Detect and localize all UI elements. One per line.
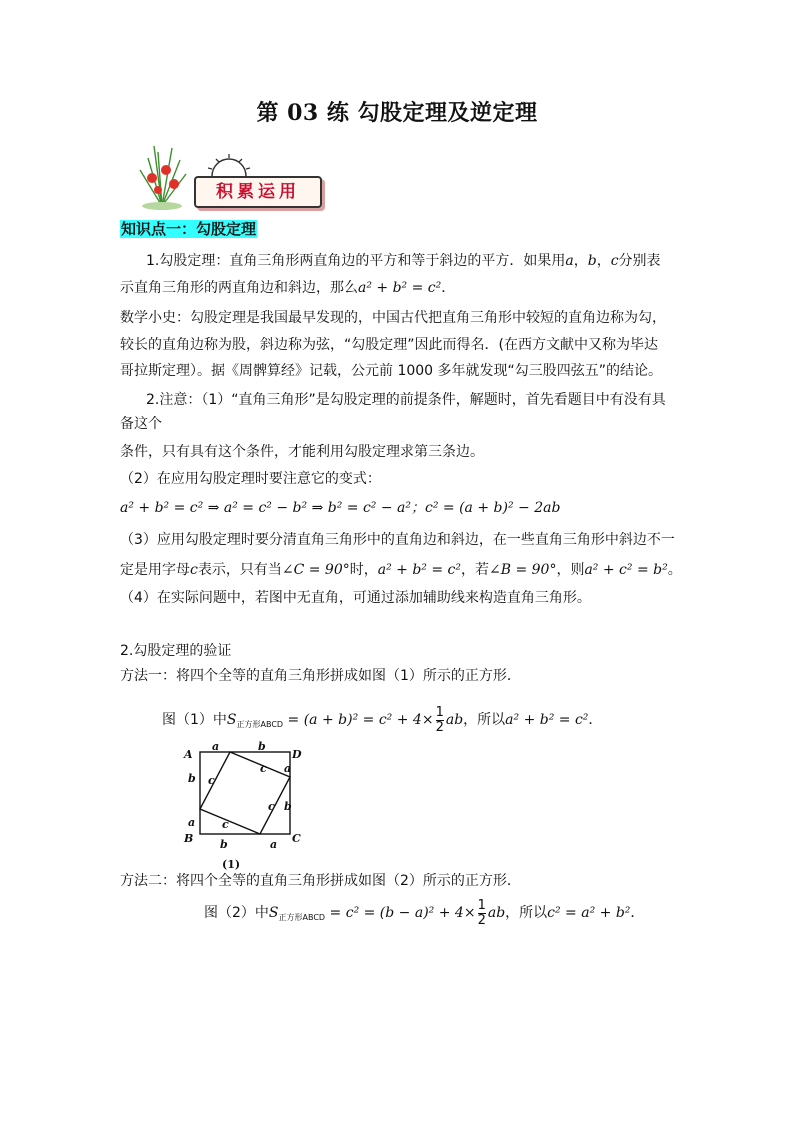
side-label-b: b <box>258 740 266 753</box>
pythagorean-formula: a² + b² = c² <box>358 280 442 296</box>
area-subscript: 正方形ABCD <box>236 720 284 729</box>
formula-lead: 图（1）中 <box>162 712 227 728</box>
side-label-c: c <box>222 818 229 831</box>
method2-formula <box>204 896 644 930</box>
flower-decoration-icon <box>128 140 200 210</box>
note-end: 。 <box>667 562 682 578</box>
p1-line2 <box>120 279 455 297</box>
vertex-c-label: C <box>292 832 301 845</box>
note-line6 <box>120 561 682 579</box>
p1-line1 <box>146 252 661 270</box>
p1-text: 示直角三角形的两直角边和斜边，那么 <box>120 280 358 296</box>
formula-conj: ，所以 <box>463 712 506 728</box>
p1-text: 分别表 <box>618 253 661 269</box>
side-label-a: a <box>188 816 196 829</box>
figure-1-square <box>180 742 300 858</box>
side-label-a: a <box>270 838 278 851</box>
note-line2: 备这个 <box>120 416 162 432</box>
note-text: 表示，只有当 <box>197 562 282 578</box>
badge-label: 积累运用 <box>216 182 300 202</box>
formula-result: c² = a² + b² <box>547 905 631 921</box>
side-label-c: c <box>260 762 267 775</box>
side-label-b: b <box>284 800 292 813</box>
area-symbol: S <box>268 905 279 921</box>
side-label-a: a <box>284 762 292 775</box>
section1-heading <box>120 220 257 239</box>
history-line2: 较长的直角边称为股，斜边称为弦，“勾股定理”因此而得名．(在西方文献中又称为毕达 <box>120 337 658 353</box>
note-text: ，若 <box>460 562 489 578</box>
sep: ， <box>573 253 588 269</box>
history-line1: 数学小史：勾股定理是我国最早发现的，中国古代把直角三角形中较短的直角边称为勾， <box>120 310 666 326</box>
note-line4: （2）在应用勾股定理时要注意它的变式： <box>120 471 381 487</box>
var-c: c <box>190 562 198 578</box>
fraction-denominator: 2 <box>477 912 486 928</box>
note-line3: 条件，只有具有这个条件，才能利用勾股定理求第三条边。 <box>120 444 484 460</box>
var-c: c <box>610 253 619 269</box>
formula-end: ． <box>630 905 645 921</box>
note-line1: 2.注意：（1）“直角三角形”是勾股定理的前提条件，解题时，首先看题目中有没有具 <box>146 392 666 408</box>
area-symbol: S <box>226 712 237 728</box>
page-title: 第 03 练 勾股定理及逆定理 <box>256 100 538 126</box>
p1-text: 1.勾股定理：直角三角形两直角边的平方和等于斜边的平方．如果用 <box>146 253 566 269</box>
side-label-b: b <box>220 838 228 851</box>
variant-formulas: a² + b² = c² ⇒ a² = c² − b² ⇒ b² = c² − a²；c² = (a + b)² − 2ab <box>120 500 561 516</box>
fraction-half <box>436 706 444 735</box>
method1-formula <box>162 703 602 737</box>
formula-part: ab <box>487 905 506 921</box>
formula-part: = (a + b)² = c² + 4× <box>283 712 434 728</box>
figure-1-caption: (1) <box>222 858 241 871</box>
side-label-c: c <box>268 800 275 813</box>
vertex-d-label: D <box>292 748 302 761</box>
formula: a² + b² = c² <box>377 562 461 578</box>
angle-c-formula: ∠C = 90° <box>281 562 350 578</box>
vertex-b-label: B <box>184 832 194 845</box>
method2-text: 方法二：将四个全等的直角三角形拼成如图（2）所示的正方形． <box>120 873 521 889</box>
fraction-half <box>478 899 486 928</box>
fraction-numerator: 1 <box>435 704 444 720</box>
formula-result: a² + b² = c² <box>505 712 589 728</box>
section-badge <box>194 176 322 208</box>
area-subscript: 正方形ABCD <box>278 913 326 922</box>
p1-end: ． <box>441 280 456 296</box>
formula-end: ． <box>588 712 603 728</box>
var-a: a <box>565 253 574 269</box>
note-text: 时， <box>349 562 378 578</box>
formula-conj: ，所以 <box>505 905 548 921</box>
formula: a² + c² = b² <box>584 562 668 578</box>
sun-icon <box>204 152 254 178</box>
side-label-a: a <box>212 740 220 753</box>
formula-part: = c² = (b − a)² + 4× <box>325 905 476 921</box>
fraction-numerator: 1 <box>477 897 486 913</box>
formula-part: ab <box>445 712 464 728</box>
fraction-denominator: 2 <box>435 719 444 735</box>
formula-lead: 图（2）中 <box>204 905 269 921</box>
side-label-c: c <box>208 774 215 787</box>
side-label-b: b <box>188 772 196 785</box>
note-line7: （4）在实际问题中，若图中无直角，可通过添加辅助线来构造直角三角形。 <box>120 590 591 606</box>
sep: ， <box>596 253 611 269</box>
method1-text: 方法一：将四个全等的直角三角形拼成如图（1）所示的正方形． <box>120 668 521 684</box>
section1-title: 知识点一：勾股定理 <box>121 220 257 238</box>
note-text: ，则 <box>556 562 585 578</box>
note-line5: （3）应用勾股定理时要分清直角三角形中的直角边和斜边，在一些直角三角形中斜边不一 <box>120 532 675 548</box>
section2-title: 2.勾股定理的验证 <box>120 643 232 659</box>
var-b: b <box>587 253 597 269</box>
history-line3: 哥拉斯定理）。据《周髀算经》记载，公元前 1000 多年就发现“勾三股四弦五”的结论。 <box>120 363 663 379</box>
angle-b-formula: ∠B = 90° <box>488 562 557 578</box>
note-text: 定是用字母 <box>120 562 190 578</box>
vertex-a-label: A <box>184 748 193 761</box>
